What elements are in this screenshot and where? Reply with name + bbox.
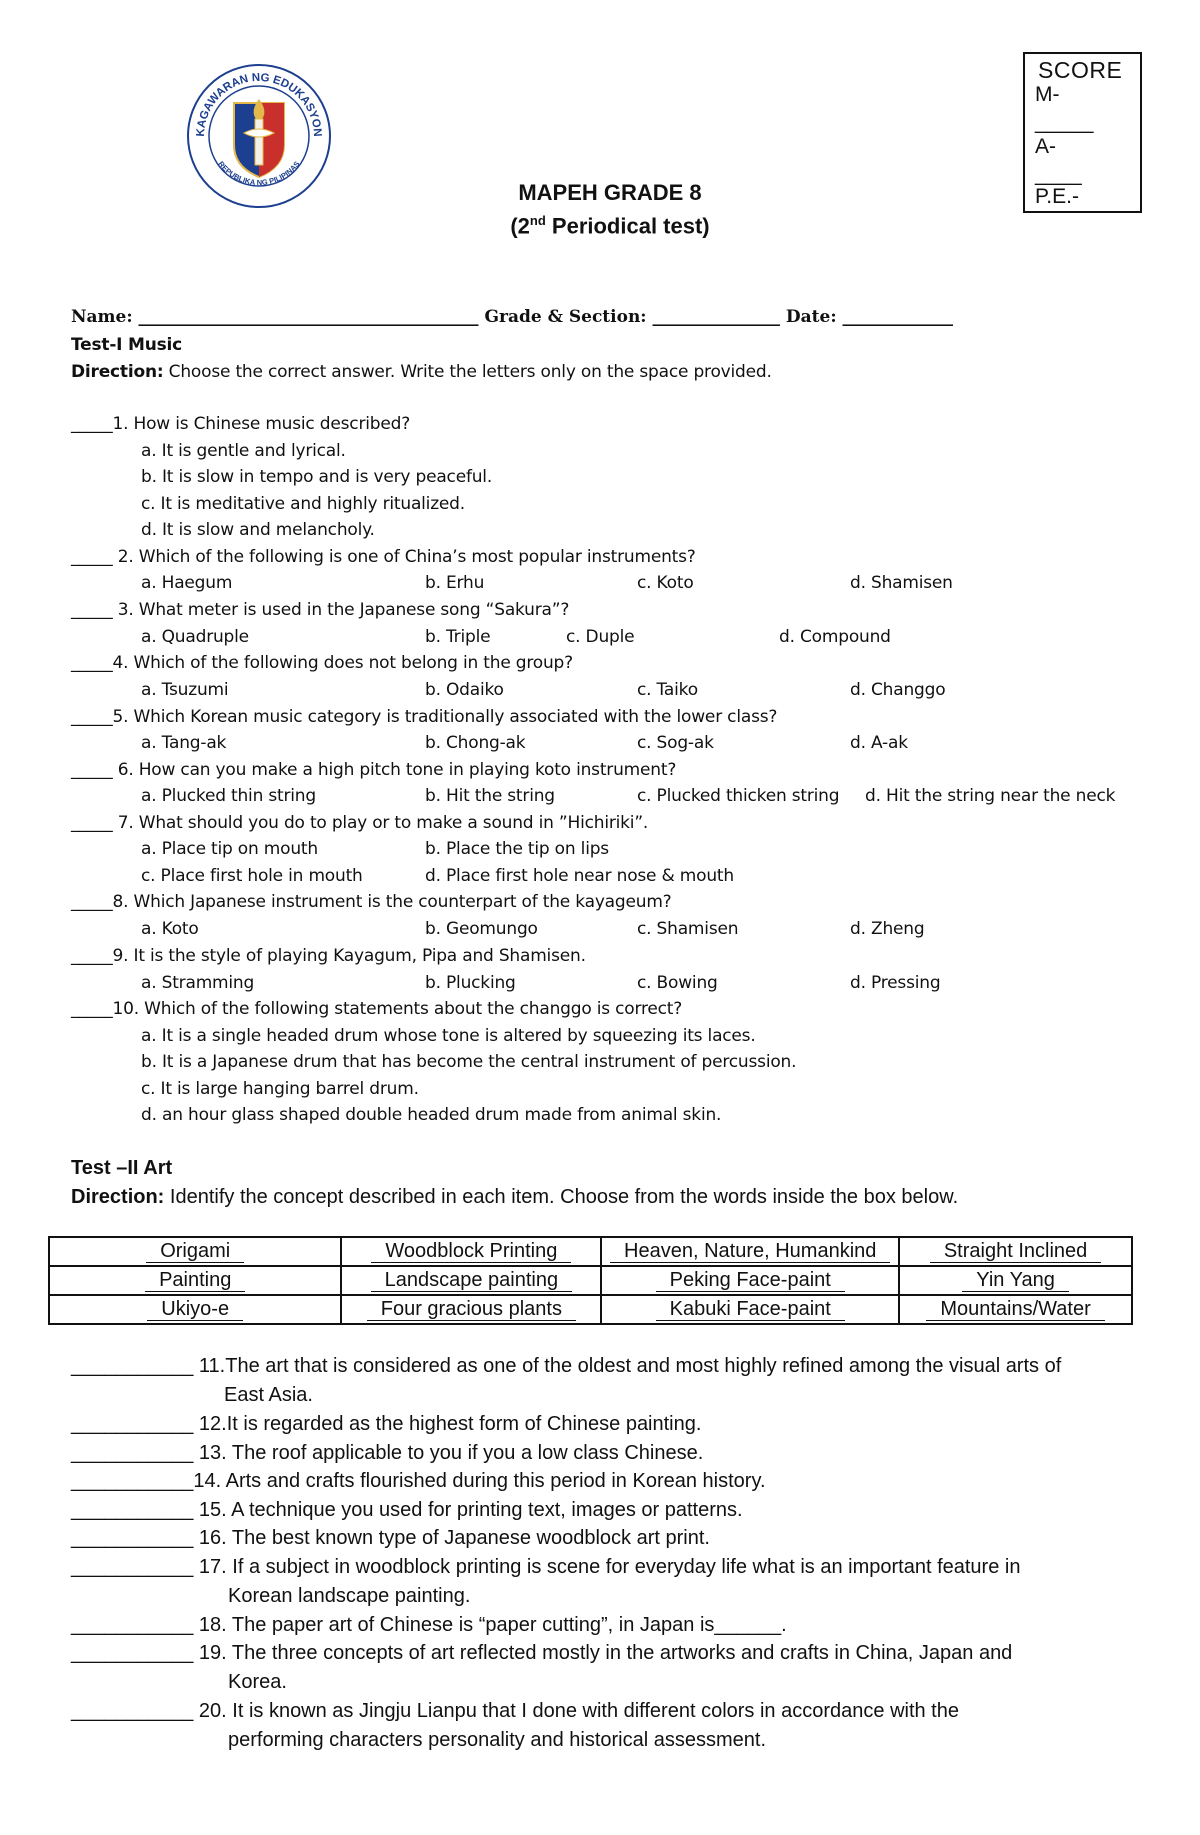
choice: c. Shamisen [637, 919, 739, 939]
concept-box [48, 1236, 1133, 1325]
score-arts-blank: ____ [1035, 163, 1082, 186]
concept-cell: Landscape painting [341, 1266, 601, 1295]
choice: c. It is large hanging barrel drum. [141, 1079, 419, 1099]
choice: c. Koto [637, 573, 694, 593]
art-direction: Direction: Identify the concept described in each item. Choose from the words inside the box below. [71, 1186, 959, 1208]
music-direction: Direction: Choose the correct answer. Write the letters only on the space provided. [71, 362, 772, 382]
page-title: MAPEH GRADE 8 [518, 180, 702, 205]
score-music-blank: _____ [1035, 111, 1094, 134]
question-7: _____ 7. What should you do to play or to make a sound in ”Hichiriki”. [71, 813, 649, 833]
concept-cell: Four gracious plants [341, 1295, 601, 1324]
art-item-18: ___________ 18. The paper art of Chinese is “paper cutting”, in Japan is______. [71, 1614, 787, 1636]
question-8: _____8. Which Japanese instrument is the counterpart of the kayageum? [71, 892, 672, 912]
choice: c. It is meditative and highly ritualized. [141, 494, 465, 514]
question-3: _____ 3. What meter is used in the Japanese song “Sakura”? [71, 600, 570, 620]
page-subtitle: (2nd Periodical test) [510, 213, 710, 239]
choice: d. Hit the string near the neck [865, 786, 1116, 806]
question-9: _____9. It is the style of playing Kayagum, Pipa and Shamisen. [71, 946, 586, 966]
choice: b. Place the tip on lips [425, 839, 609, 859]
concept-cell: Woodblock Printing [341, 1237, 601, 1266]
art-item-14: ___________14. Arts and crafts flourished during this period in Korean history. [71, 1470, 766, 1492]
score-title: SCORE [1038, 57, 1123, 83]
concept-cell: Yin Yang [899, 1266, 1132, 1295]
seal-bottom-text: REPUBLIKA NG PILIPINAS [216, 159, 302, 188]
concept-cell: Origami [49, 1237, 341, 1266]
seal-top-text: KAGAWARAN NG EDUKASYON [194, 71, 324, 137]
question-4: _____4. Which of the following does not belong in the group? [71, 653, 573, 673]
choice: c. Plucked thicken string [637, 786, 840, 806]
concept-cell: Mountains/Water [899, 1295, 1132, 1324]
concept-row [49, 1266, 1132, 1295]
question-6: _____ 6. How can you make a high pitch tone in playing koto instrument? [71, 760, 677, 780]
art-item-20: ___________ 20. It is known as Jingju Lianpu that I done with different colors in accordance with the [71, 1700, 959, 1722]
choice: b. Odaiko [425, 680, 504, 700]
choice: a. It is gentle and lyrical. [141, 441, 346, 461]
score-music-label: M- [1035, 83, 1060, 106]
concept-row [49, 1295, 1132, 1324]
choice: b. Erhu [425, 573, 485, 593]
student-info-line[interactable]: Name: ________________________________________ Grade & Section: _______________ Date: _____________ [71, 307, 954, 327]
choice: d. Zheng [850, 919, 925, 939]
score-pe-label: P.E.- [1035, 185, 1079, 208]
choice: a. Haegum [141, 573, 233, 593]
question-2: _____ 2. Which of the following is one of China’s most popular instruments? [71, 547, 696, 567]
choice: c. Bowing [637, 973, 718, 993]
art-item-15: ___________ 15. A technique you used for printing text, images or patterns. [71, 1499, 743, 1521]
concept-cell: Peking Face-paint [601, 1266, 899, 1295]
choice: a. Tsuzumi [141, 680, 229, 700]
choice: d. Place first hole near nose & mouth [425, 866, 734, 886]
choice: a. Stramming [141, 973, 255, 993]
choice: b. Plucking [425, 973, 516, 993]
music-heading: Test-I Music [71, 335, 183, 355]
question-1: _____1. How is Chinese music described? [71, 414, 411, 434]
concept-cell: Heaven, Nature, Humankind [601, 1237, 899, 1266]
choice: c. Place first hole in mouth [141, 866, 363, 886]
concept-cell: Ukiyo-e [49, 1295, 341, 1324]
choice: a. It is a single headed drum whose tone is altered by squeezing its laces. [141, 1026, 756, 1046]
choice: a. Tang-ak [141, 733, 227, 753]
choice: c. Taiko [637, 680, 698, 700]
choice: d. Shamisen [850, 573, 953, 593]
art-item-20-cont: performing characters personality and historical assessment. [228, 1729, 767, 1751]
art-item-16: ___________ 16. The best known type of Japanese woodblock art print. [71, 1527, 710, 1549]
choice: a. Quadruple [141, 627, 249, 647]
choice: d. It is slow and melancholy. [141, 520, 375, 540]
art-heading: Test –II Art [71, 1157, 173, 1179]
choice: c. Sog-ak [637, 733, 714, 753]
choice: a. Plucked thin string [141, 786, 316, 806]
concept-cell: Painting [49, 1266, 341, 1295]
choice: c. Duple [566, 627, 635, 647]
choice: a. Koto [141, 919, 199, 939]
choice: b. Hit the string [425, 786, 555, 806]
choice: b. Triple [425, 627, 491, 647]
choice: d. an hour glass shaped double headed drum made from animal skin. [141, 1105, 722, 1125]
concept-cell: Kabuki Face-paint [601, 1295, 899, 1324]
score-arts-label: A- [1035, 135, 1056, 158]
art-item-11: ___________ 11.The art that is considered as one of the oldest and most highly refined among the visual arts of [71, 1355, 1062, 1377]
concept-cell: Straight Inclined [899, 1237, 1132, 1266]
art-item-11-cont: East Asia. [224, 1384, 313, 1406]
question-5: _____5. Which Korean music category is traditionally associated with the lower class? [71, 707, 778, 727]
choice: d. Compound [779, 627, 891, 647]
choice: b. Chong-ak [425, 733, 526, 753]
concept-row [49, 1237, 1132, 1266]
choice: d. Changgo [850, 680, 946, 700]
choice: d. A-ak [850, 733, 908, 753]
choice: b. It is slow in tempo and is very peaceful. [141, 467, 493, 487]
art-item-19-cont: Korea. [228, 1671, 287, 1693]
art-item-19: ___________ 19. The three concepts of art reflected mostly in the artworks and crafts in China, Japan and [71, 1642, 1013, 1664]
art-item-13: ___________ 13. The roof applicable to you if you a low class Chinese. [71, 1442, 704, 1464]
choice: d. Pressing [850, 973, 941, 993]
choice: a. Place tip on mouth [141, 839, 318, 859]
choice: b. Geomungo [425, 919, 538, 939]
choice: b. It is a Japanese drum that has become the central instrument of percussion. [141, 1052, 797, 1072]
art-item-17: ___________ 17. If a subject in woodblock printing is scene for everyday life what is an important feature in [71, 1556, 1021, 1578]
question-10: _____10. Which of the following statements about the changgo is correct? [71, 999, 683, 1019]
art-item-12: ___________ 12.It is regarded as the highest form of Chinese painting. [71, 1413, 702, 1435]
art-item-17-cont: Korean landscape painting. [228, 1585, 471, 1607]
